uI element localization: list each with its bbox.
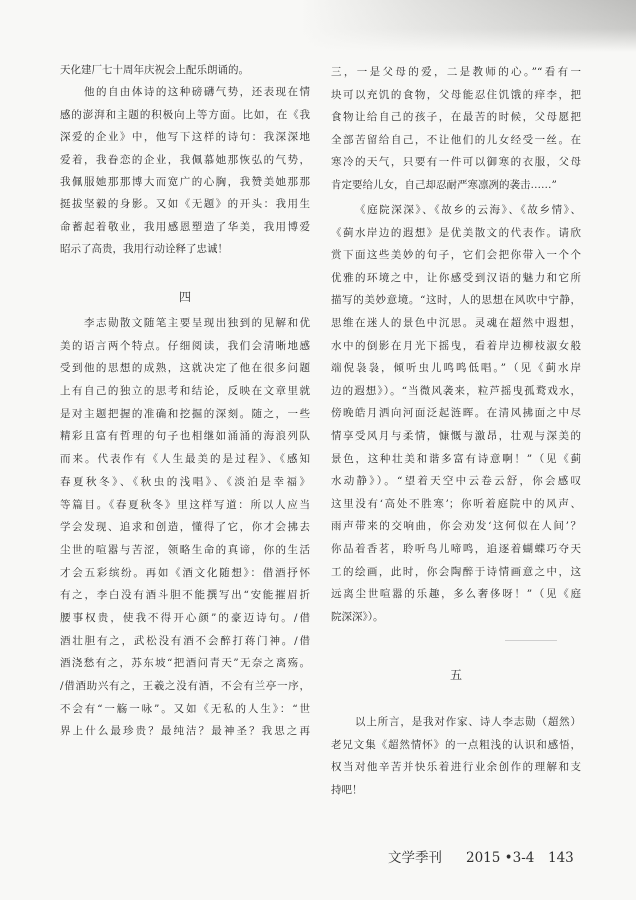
text-line: 美的语言两个特点。仔细阅读，我们会清晰地感 [60,339,310,352]
text-line: 块可以充饥的食物，父母能忍住饥饿的痒李，把 [331,88,581,101]
text-line: 才会五彩缤纷。再如《酒文化随想》：借酒抒怀 [60,566,310,579]
text-line: 而来。代表作有《人生最美的是过程》、《感知 [60,453,310,466]
text-line: 肯定要给儿女，自己却忍耐严寒凛冽的袭击……” [331,178,557,191]
text-line: 尘世的喧嚣与苦涩，领略生命的真谛，你的生活 [60,543,310,556]
text-line: 赏下面这些美妙的句子，它们会把你带入一个个 [331,249,581,262]
text-line: 腰事权贵，使我不得开心颜”的豪迈诗句。/借 [60,611,310,624]
text-line: 酒浇愁有之，苏东坡“把酒问青天”无奈之离殇。 [60,657,310,670]
text-line: 情享受风月与柔情，慷慨与激昂，壮观与深美的 [331,429,581,442]
text-line: 老兄文集《超然情怀》的一点粗浅的认识和感悟， [331,738,581,751]
text-line: 受到他的思想的成熟，这就决定了他在很多问题 [60,362,310,375]
text-line: 雨声带来的交响曲，你会劝发‘这何似在人间’？ [331,520,581,533]
text-line: 爱着，我眷恋的企业，我佩慕她那恢弘的气势， [60,153,310,166]
paragraph [331,199,581,628]
text-line: 界上什么最珍贵？最纯洁？最神圣？我思之再 [60,725,310,738]
text-line: 远离尘世喧嚣的乐趣，多么奢侈呀！”（见《庭 [331,588,581,601]
text-line: 三，一是父母的爱，二是教师的心。”“看有一 [331,66,581,78]
header-band [300,0,636,52]
text-line: 边的遐想》）。“当微风袭来，粒芦摇曳孤鹜戏水， [331,384,581,397]
text-line: 院深深》）。 [331,610,384,623]
text-line: 景色，这种壮美和谐多富有诗意啊！”（见《蓟 [331,452,581,465]
text-line: 权当对他辛苦并快乐着进行业余创作的理解和支 [331,761,581,774]
text-line: 《蓟水岸边的遐想》是优美散文的代表作。请欣 [331,226,581,239]
paragraph [60,59,310,261]
journal-name: 文学季刊 [388,850,442,866]
text-line: 酒壮胆有之，武松没有酒不会醉打蒋门神。/借 [60,634,310,647]
issue-number: 2015 •3-4 [466,850,535,866]
text-line: 有之，李白没有酒斗胆不能撰写出“安能摧眉折 [60,589,310,602]
text-line: 我佩服她那那博大而宽广的心胸，我赞美她那那 [60,175,310,188]
text-line: 以上所言，是我对作家、诗人李志勋（超然） [355,716,581,728]
text-line: 食物让给自己的孩子，在最苦的时候，父母愿把 [331,111,581,124]
text-line: 思维在迷人的景色中沉思。灵魂在超然中遐想， [331,316,581,329]
text-line: 傍晚皓月洒向河面泛起涟晖。在清风拂面之中尽 [331,407,581,420]
text-line: 寒冷的天气，只要有一件可以御寒的衣服，父母 [331,156,581,169]
text-line: 春夏秋冬》、《秋虫的浅唱》、《淡泊是幸福》 [60,475,310,488]
text-line: 昭示了高贵，我用行动诠释了忠诚！ [60,243,228,256]
text-line: 水中的倒影在月光下摇曳，看着岸边柳枝淑女般 [331,339,581,352]
text-line: 《庭院深深》、《故乡的云海》、《故乡情》、 [355,204,581,216]
text-line: 等篇目。《春夏秋冬》里这样写道：所以人应当 [60,498,310,511]
paragraph [60,312,310,743]
section-heading: 五 [449,668,462,682]
text-line: 他的自由体诗的这种磅礴气势，还表现在情 [84,86,310,99]
text-line: 端倪袅袅，倾听虫儿鸣鸣低唱。”（见《蓟水岸 [331,362,581,375]
text-line: 持吧！ [331,783,363,796]
text-line: 是对主题把握的准确和挖掘的深刻。随之，一些 [60,407,310,420]
text-line: 优雅的环境之中，让你感受到汉语的魅力和它所 [331,271,581,284]
text-line: 命蓄起着敬业，我用感恩塑造了华美，我用博爱 [60,220,310,233]
text-line: 工的绘画，此时，你会陶醉于诗情画意之中，这 [331,565,581,578]
text-line: 精彩且富有哲理的句子也相继如涌涌的海浪列队 [60,430,310,443]
text-line: 你品着香茗，聆听鸟儿啼鸣，追逐着蝴蝶巧夺天 [331,542,581,555]
section-heading: 四 [178,290,191,304]
text-line: 天化建厂七十周年庆祝会上配乐朗诵的。 [60,64,249,76]
text-line: 学会发现、追求和创造，懂得了它，你才会拂去 [60,521,310,534]
paragraph [331,711,581,801]
text-line: 描写的美妙意境。“这时，人的思想在风吹中宁静， [331,294,581,307]
paragraph [331,61,581,197]
text-line: 不会有“一觞一咏”。又如《无私的人生》：“世 [60,702,310,715]
text-line: /借酒助兴有之，王羲之没有酒，不会有兰亭一序， [60,680,310,692]
text-line: 感的澎湃和主题的积极向上等方面。比如，在《我 [60,108,310,121]
text-line: 挺拔坚毅的身影。又如《无题》的开头：我用生 [60,198,310,211]
text-line: 深爱的企业》中，他写下这样的诗句：我深深地 [60,131,310,144]
text-line: 上有自己的独立的思考和结论，反映在文章里就 [60,385,310,398]
text-line: 全部苦留给自己，不让他们的儿女经受一丝。在 [331,133,581,146]
divider [505,640,557,641]
text-line: 李志勋散文随笔主要呈现出独到的见解和优 [84,317,310,329]
page-number: 143 [548,850,574,866]
text-line: 这里没有‘高处不胜寒’；你听着庭院中的风声、 [331,497,581,510]
text-line: 水动静》）。“望着天空中云卷云舒，你会感叹 [331,475,581,488]
